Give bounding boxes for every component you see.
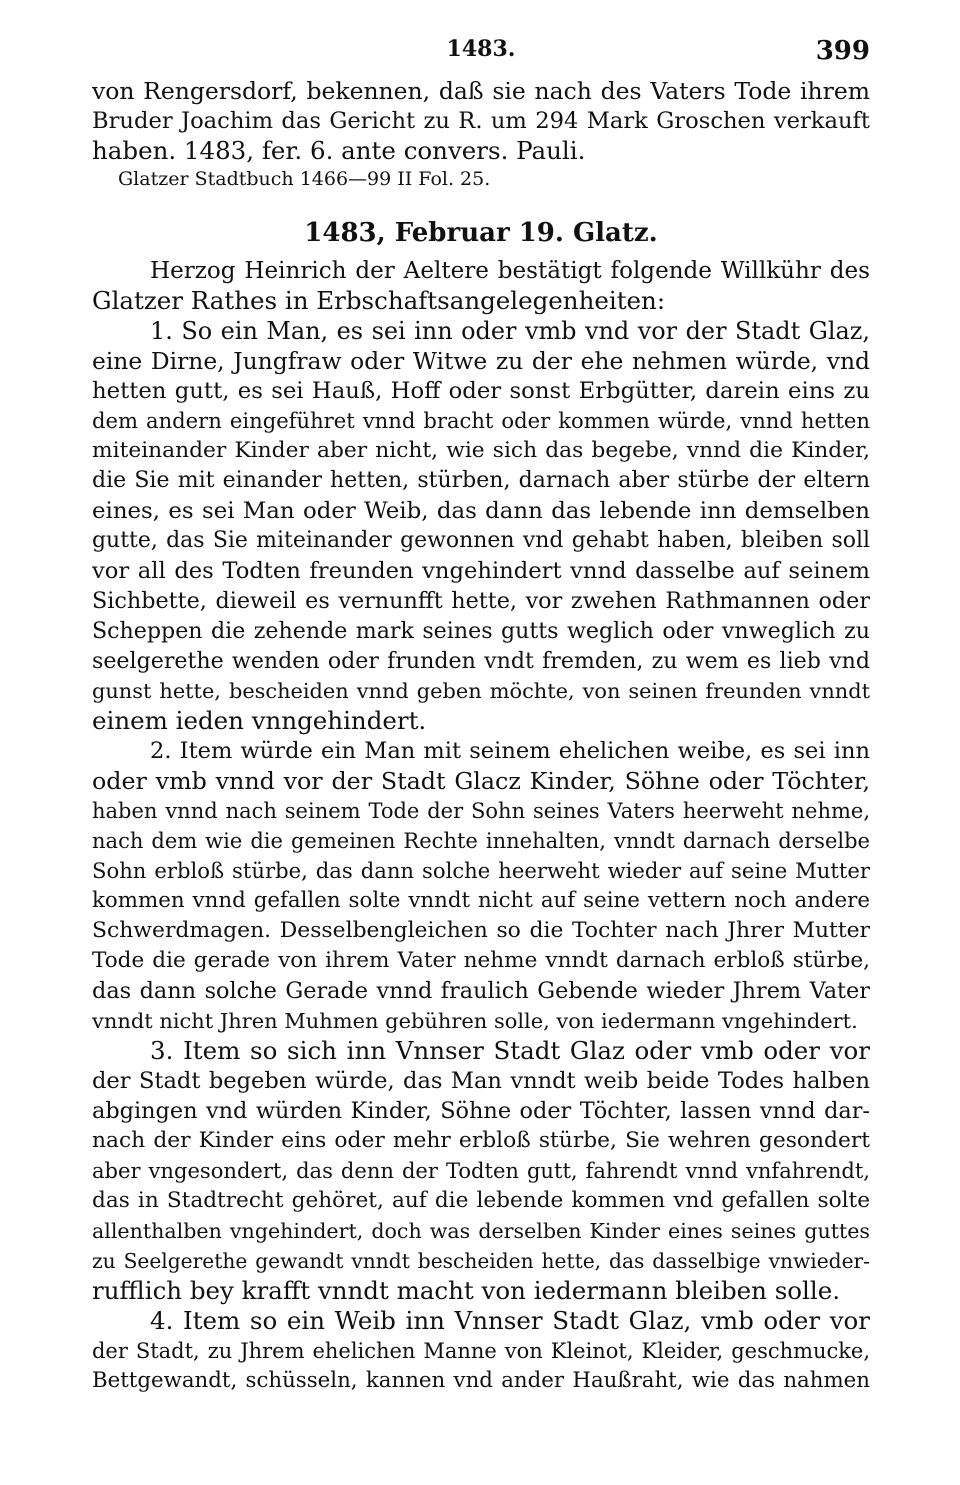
document-page (92, 32, 870, 1396)
text-line: hetten gutt, es sei Hauß, Hoff oder sonst Erbgütter, darein eins zu (92, 378, 870, 404)
text-line: Tode die gerade von ihrem Vater nehme vnndt darnach erbloß stürbe, (92, 948, 870, 973)
intro-block (92, 76, 870, 194)
running-head-year: 1483. (446, 36, 516, 62)
text-line: kommen vnnd gefallen solte vnndt nicht auf seine vettern noch andere (92, 888, 870, 913)
paragraph-1 (92, 316, 870, 736)
text-line: aber vngesondert, das denn der Todten gutt, fahrendt vnnd vnfahrendt, (92, 1158, 870, 1183)
text-line: dem andern eingeführet vnnd bracht oder kommen würde, vnnd hetten (92, 408, 870, 433)
text-line: der Stadt, zu Jhrem ehelichen Manne von Kleinot, Kleider, geschmucke, (92, 1339, 870, 1363)
text-line: haben. 1483, fer. 6. ante convers. Pauli. (92, 136, 586, 165)
paragraph-2 (92, 736, 870, 1036)
text-line: nach dem wie die gemeinen Rechte innehalten, vnndt darnach derselbe (92, 828, 870, 853)
text-line: rufflich bey krafft vnndt macht von iedermann bleiben solle. (92, 1276, 841, 1305)
text-line: eines, es sei Man oder Weib, das dann das lebende inn demselben (92, 498, 870, 524)
text-line: oder vmb vnnd vor der Stadt Glacz Kinder, Söhne oder Töchter, (92, 767, 870, 795)
source-citation: Glatzer Stadtbuch 1466—99 II Fol. 25. (118, 168, 491, 190)
text-line: gunst hette, bescheiden vnnd geben möchte, von seinen freunden vnndt (92, 679, 870, 703)
text-line: abgingen vnd würden Kinder, Söhne oder Töchter, lassen vnnd dar- (92, 1098, 870, 1124)
document-intro (92, 256, 870, 316)
paragraph-4 (92, 1306, 870, 1396)
text-line: Sichbette, dieweil es vernunfft hette, vor zwehen Rathmannen oder (92, 588, 870, 614)
text-line: haben vnnd nach seinem Tode der Sohn seines Vaters heerweht nehme, (92, 798, 870, 823)
page-number: 399 (815, 36, 870, 66)
text-line: Sohn erbloß stürbe, das dann solche heerweht wieder auf seine Mutter (92, 858, 870, 883)
paragraph-3 (92, 1036, 870, 1306)
text-line: einem ieden vnngehindert. (92, 706, 427, 735)
text-line: zu Seelgerethe gewandt vnndt bescheiden hette, das dasselbige vnwieder- (92, 1249, 870, 1273)
text-line: nach der Kinder eins oder mehr erbloß stürbe, Sie wehren gesondert (92, 1128, 870, 1153)
text-line: vor all des Todten freunden vngehindert vnnd dasselbe auf seinem (92, 558, 870, 584)
text-line: miteinander Kinder aber nicht, wie sich das begebe, vnnd die Kinder, (92, 438, 870, 463)
text-line: gutte, das Sie miteinander gewonnen vnd gehabt haben, bleiben soll (92, 528, 870, 553)
text-line: Schwerdmagen. Desselbengleichen so die Tochter nach Jhrer Mutter (92, 918, 870, 943)
text-line: das dann solche Gerade vnnd fraulich Gebende wieder Jhrem Vater (92, 978, 870, 1004)
text-line: der Stadt begeben würde, das Man vnndt weib beide Todes halben (92, 1068, 870, 1094)
text-line: 4. Item so ein Weib inn Vnnser Stadt Glaz, vmb oder vor (150, 1306, 870, 1335)
text-line: die Sie mit einander hetten, stürben, darnach aber stürbe der eltern (92, 468, 870, 493)
document-heading: 1483, Februar 19. Glatz. (304, 218, 658, 248)
text-line: das in Stadtrecht gehöret, auf die lebende kommen vnd gefallen solte (92, 1188, 870, 1213)
text-line: von Rengersdorf, bekennen, daß sie nach des Vaters Tode ihrem (92, 77, 870, 105)
text-line: 3. Item so sich inn Vnnser Stadt Glaz oder vmb oder vor (150, 1036, 870, 1065)
text-line: allenthalben vngehindert, doch was derselben Kinder eines seines guttes (92, 1219, 870, 1243)
running-head (92, 32, 870, 76)
text-line: Herzog Heinrich der Aeltere bestätigt folgende Willkühr des (150, 258, 870, 284)
text-line: vnndt nicht Jhren Muhmen gebühren solle, von iedermann vngehindert. (92, 1009, 858, 1033)
text-line: Glatzer Rathes in Erbschaftsangelegenheiten: (92, 286, 666, 315)
text-line: 1. So ein Man, es sei inn oder vmb vnd vor der Stadt Glaz, (150, 317, 870, 345)
text-line: Bruder Joachim das Gericht zu R. um 294 Mark Groschen verkauft (92, 108, 870, 134)
text-line: eine Dirne, Jungfraw oder Witwe zu der ehe nehmen würde, vnd (92, 347, 870, 375)
text-line: Scheppen die zehende mark seines gutts weglich oder vnweglich zu (92, 618, 870, 644)
text-line: seelgerethe wenden oder frunden vndt fremden, zu wem es lieb vnd (92, 648, 870, 674)
text-line: 2. Item würde ein Man mit seinem ehelichen weibe, es sei inn (150, 738, 870, 764)
text-line: Bettgewandt, schüsseln, kannen vnd ander Haußraht, wie das nahmen (92, 1368, 870, 1393)
